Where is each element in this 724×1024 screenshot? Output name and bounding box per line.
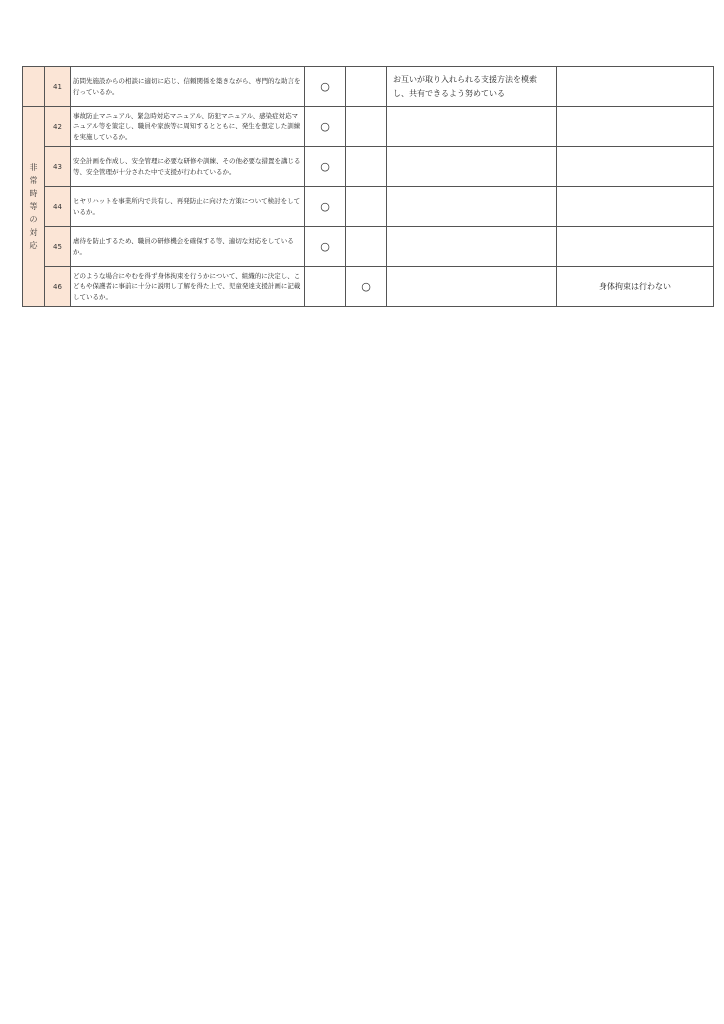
table-row	[23, 187, 714, 227]
no-mark	[346, 227, 387, 267]
item-number: 42	[45, 107, 71, 147]
item-text: 訪問先施設からの相談に適切に応じ、信頼関係を築きながら、専門的な助言を行っているか。	[71, 67, 305, 107]
yes-mark	[305, 267, 346, 307]
comment-text	[387, 107, 557, 147]
item-text: 虐待を防止するため、職員の研修機会を確保する等、適切な対応をしているか。	[71, 227, 305, 267]
table-row	[23, 147, 714, 187]
table-row	[23, 227, 714, 267]
table-row	[23, 67, 714, 107]
evaluation-table	[22, 66, 714, 307]
item-number: 44	[45, 187, 71, 227]
item-number: 41	[45, 67, 71, 107]
item-text: どのような場合にやむを得ず身体拘束を行うかについて、組織的に決定し、こどもや保護者に事前に十分に説明し了解を得た上で、児童発達支援計画に記載しているか。	[71, 267, 305, 307]
note-text	[557, 187, 714, 227]
item-text: 安全計画を作成し、安全管理に必要な研修や訓練、その他必要な措置を講じる等、安全管理が十分された中で支援が行われているか。	[71, 147, 305, 187]
category-cell	[23, 107, 45, 307]
table-row	[23, 267, 714, 307]
no-mark	[346, 187, 387, 227]
comment-text	[387, 187, 557, 227]
yes-mark: ○	[305, 227, 346, 267]
item-text: 事故防止マニュアル、緊急時対応マニュアル、防犯マニュアル、感染症対応マニュアル等を策定し、職員や家族等に周知するとともに、発生を想定した訓練を実施しているか。	[71, 107, 305, 147]
comment-text	[387, 227, 557, 267]
note-text	[557, 147, 714, 187]
item-number: 46	[45, 267, 71, 307]
no-mark: ○	[346, 267, 387, 307]
note-text	[557, 107, 714, 147]
yes-mark: ○	[305, 107, 346, 147]
table-row	[23, 107, 714, 147]
yes-mark: ○	[305, 147, 346, 187]
note-text	[557, 227, 714, 267]
no-mark	[346, 147, 387, 187]
evaluation-sheet	[22, 66, 714, 307]
comment-text: お互いが取り入れられる支援方法を模索し、共有できるよう努めている	[387, 67, 557, 107]
no-mark	[346, 107, 387, 147]
category-label: 非常時等の対応	[29, 163, 38, 250]
note-text	[557, 67, 714, 107]
no-mark	[346, 67, 387, 107]
note-text: 身体拘束は行わない	[557, 267, 714, 307]
comment-text	[387, 267, 557, 307]
item-text: ヒヤリハットを事業所内で共有し、再発防止に向けた方策について検討をしているか。	[71, 187, 305, 227]
category-cell-empty	[23, 67, 45, 107]
comment-text	[387, 147, 557, 187]
yes-mark: ○	[305, 187, 346, 227]
item-number: 45	[45, 227, 71, 267]
item-number: 43	[45, 147, 71, 187]
yes-mark: ○	[305, 67, 346, 107]
